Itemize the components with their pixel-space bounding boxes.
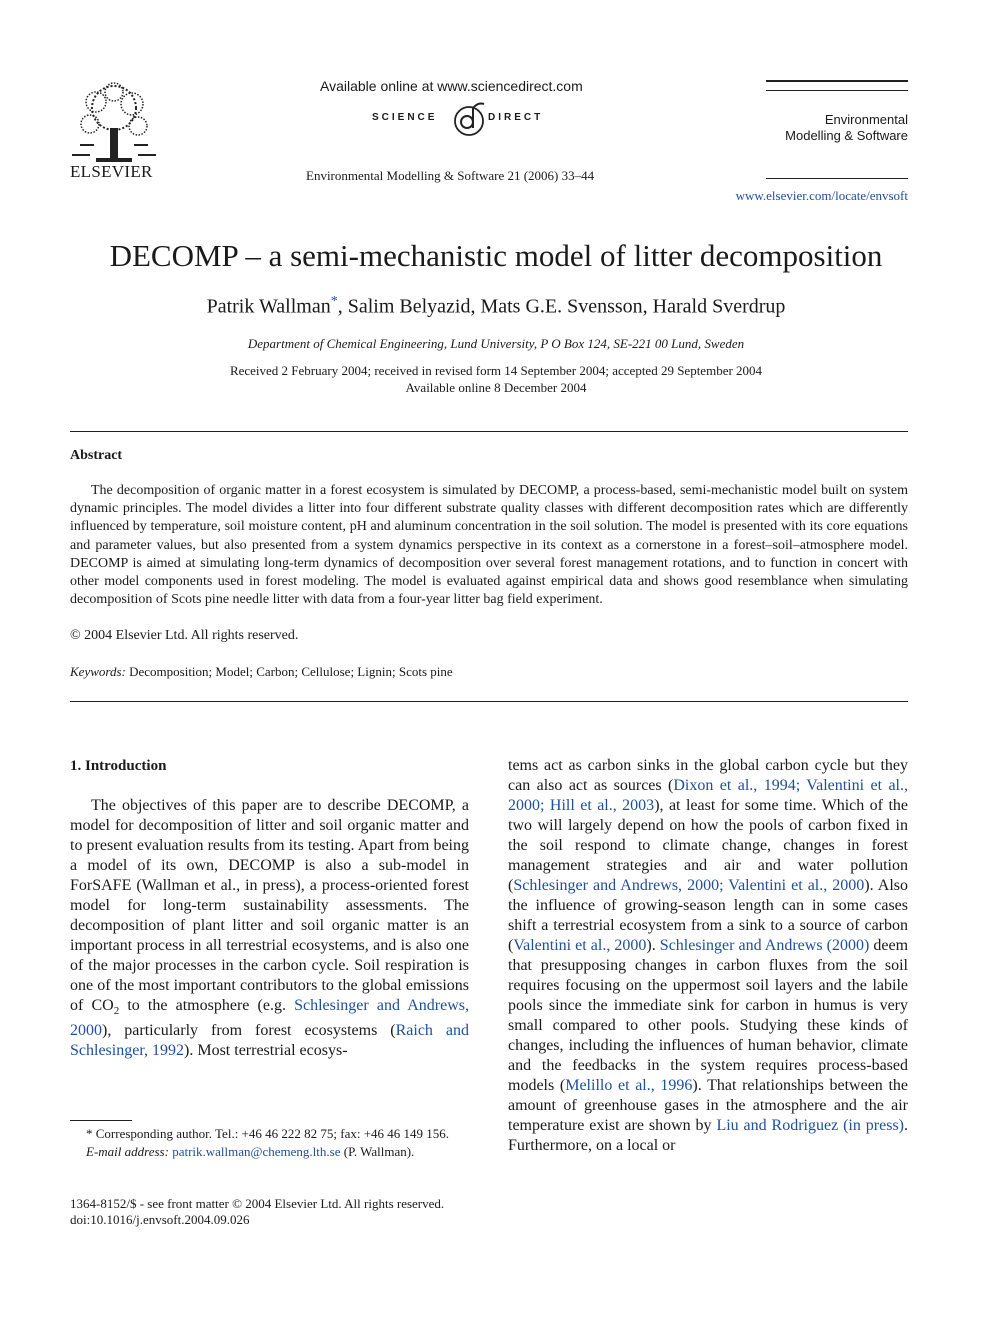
journal-citation: Environmental Modelling & Software 21 (2006) 33–44	[306, 168, 595, 183]
ref-schlesinger-andrews-2000-b[interactable]: Schlesinger and Andrews (2000)	[659, 937, 870, 954]
sd-right-word: DIRECT	[488, 112, 544, 123]
author-rest: , Salim Belyazid, Mats G.E. Svensson, Harald Sverdrup	[337, 295, 786, 318]
journal-brand	[766, 112, 908, 144]
available-online-text: Available online at www.sciencedirect.com	[320, 78, 583, 94]
doi-line: doi:10.1016/j.envsoft.2004.09.026	[70, 1212, 250, 1227]
affiliation: Department of Chemical Engineering, Lund University, P O Box 124, SE-221 00 Lund, Sweden	[247, 336, 745, 351]
author-first: Patrik Wallman	[206, 295, 331, 318]
footnote	[70, 1126, 469, 1162]
abstract-heading: Abstract	[70, 448, 123, 463]
ref-schlesinger-andrews-2000[interactable]: Schlesinger and Andrews, 2000	[70, 997, 469, 1040]
intro-text-l2: to the atmosphere (e.g.	[119, 997, 295, 1014]
ref-schlesinger-valentini[interactable]: Schlesinger and Andrews, 2000; Valentini et al., 2000	[513, 877, 865, 894]
sciencedirect-d-icon	[452, 100, 486, 138]
article-title: DECOMP – a semi-mechanistic model of litter decomposition	[109, 238, 883, 273]
keywords-label: Keywords:	[70, 664, 126, 679]
intro-text-l4: ). Most terrestrial ecosys-	[184, 1042, 348, 1060]
footnote-mark: *	[86, 1126, 93, 1141]
abstract-text: The decomposition of organic matter in a forest ecosystem is simulated by DECOMP, a process-based, semi-mechanistic model built on system dynamic principles. The model divides a litter into four different substrate quality classes with different decomposition rates which are differently influenced by temperature, soil moisture content, pH and aluminum concentration in the soil solution. The model is presented with its core equations and parameter values, but also presented from a system dynamics perspective in its context as a cornerstone in a forest–soil–atmosphere model. DECOMP is aimed at simulating long-term dynamics of decomposition over several forest management rotations, and to function in concert with other model components used in forest modeling. The model is evaluated against empirical data and shows good resemblance when simulating decomposition of Scots pine needle litter with data from a four-year litter bag field experiment.	[70, 483, 908, 608]
keywords-list: Decomposition; Model; Carbon; Cellulose; Lignin; Scots pine	[129, 664, 453, 679]
header-rule-top	[766, 80, 908, 82]
email-link[interactable]: patrik.wallman@chemeng.lth.se	[172, 1144, 341, 1159]
intro-text-r3: ). Also the influence of growing-season length can in some cases shift a terrestrial ecosystem from a sink to a source of carbon (	[508, 877, 908, 954]
abstract-copyright: © 2004 Elsevier Ltd. All rights reserved.	[70, 628, 299, 643]
publisher-name: ELSEVIER	[70, 162, 153, 181]
email-label: E-mail address:	[86, 1144, 169, 1159]
intro-text-r1: tems act as carbon sinks in the global carbon cycle but they can also act as sources (	[508, 757, 908, 794]
header-rule-mid	[766, 90, 908, 91]
footnote-contact: Corresponding author. Tel.: +46 46 222 82 75; fax: +46 46 149 156.	[95, 1126, 450, 1141]
divider-top	[70, 431, 908, 432]
ref-liu-rodriguez[interactable]: Liu and Rodriguez (in press)	[716, 1117, 904, 1134]
available-date: Available online 8 December 2004	[405, 380, 587, 395]
intro-text-l3: ), particularly from forest ecosystems (	[102, 1022, 396, 1040]
ref-melillo-1996[interactable]: Melillo et al., 1996	[565, 1077, 693, 1094]
footnote-corresponding	[70, 1126, 469, 1142]
intro-text-r7: . Furthermore, on a local or	[508, 1117, 908, 1154]
journal-brand-line1: Environmental	[824, 112, 908, 127]
sd-left-word: SCIENCE	[372, 112, 438, 123]
journal-brand-line2: Modelling & Software	[785, 128, 908, 143]
journal-url-link[interactable]: www.elsevier.com/locate/envsoft	[735, 188, 908, 203]
intro-right-column	[508, 756, 908, 1156]
ref-dixon-valentini-hill[interactable]: Dixon et al., 1994; Valentini et al., 2000; Hill et al., 2003	[508, 777, 909, 814]
co2-subscript: 2	[113, 1005, 120, 1018]
footnote-email	[70, 1144, 469, 1160]
keywords	[70, 664, 453, 680]
article-dates	[0, 362, 992, 396]
abstract-body	[70, 482, 908, 609]
divider-bottom	[70, 701, 908, 702]
received-dates: Received 2 February 2004; received in revised form 14 September 2004; accepted 29 September 2004	[229, 363, 763, 378]
footnote-rule	[70, 1120, 132, 1121]
intro-text-l1: The objectives of this paper are to describe DECOMP, a model for decomposition of litter and soil organic matter and to present evaluation results from its testing. Apart from being a model of its own, DECOMP is also a sub-model in ForSAFE (Wallman et al., in press), a process-oriented forest model for long-term sustainability assessments. The decomposition of plant litter and soil organic matter is an important process in all terrestrial ecosystems, and is also one of the major processes in the carbon cycle. Soil respiration is one of the most important contributors to the global emissions of CO	[70, 797, 469, 1014]
intro-text-r2: ), at least for some time. Which of the two will largely depend on how the pools of carbon fixed in the soil respond to climate change, changes in forest management strategies and air and water pollution (	[508, 797, 908, 894]
sciencedirect-logo	[372, 100, 558, 138]
email-suffix: (P. Wallman).	[340, 1144, 415, 1159]
intro-text-r4: ).	[646, 937, 660, 954]
section-heading-introduction: 1. Introduction	[70, 758, 167, 774]
intro-text-r5: deem that presupposing changes in carbon fluxes from the soil requires focusing on the uppermost soil layers and the labile pools since the immediate sink for carbon in humus is very small compared to other pools. Studying these kinds of changes, including the influences of human behavior, climate and the feedbacks in the system requires process-based models (	[508, 937, 909, 1094]
intro-text-r6: ). That relationships between the amount of greenhouse gases in the atmosphere and the air temperature exist are shown by	[508, 1077, 909, 1134]
ref-raich-schlesinger-1992[interactable]: Raich and Schlesinger, 1992	[70, 1022, 469, 1060]
author-list	[0, 294, 992, 319]
header-rule-bottom	[766, 178, 908, 179]
intro-left-column	[70, 796, 469, 1061]
corresponding-author-mark[interactable]: *	[330, 294, 338, 309]
front-matter	[70, 1196, 444, 1228]
ref-valentini-2000[interactable]: Valentini et al., 2000	[513, 937, 647, 954]
issn-line: 1364-8152/$ - see front matter © 2004 Elsevier Ltd. All rights reserved.	[70, 1196, 445, 1211]
